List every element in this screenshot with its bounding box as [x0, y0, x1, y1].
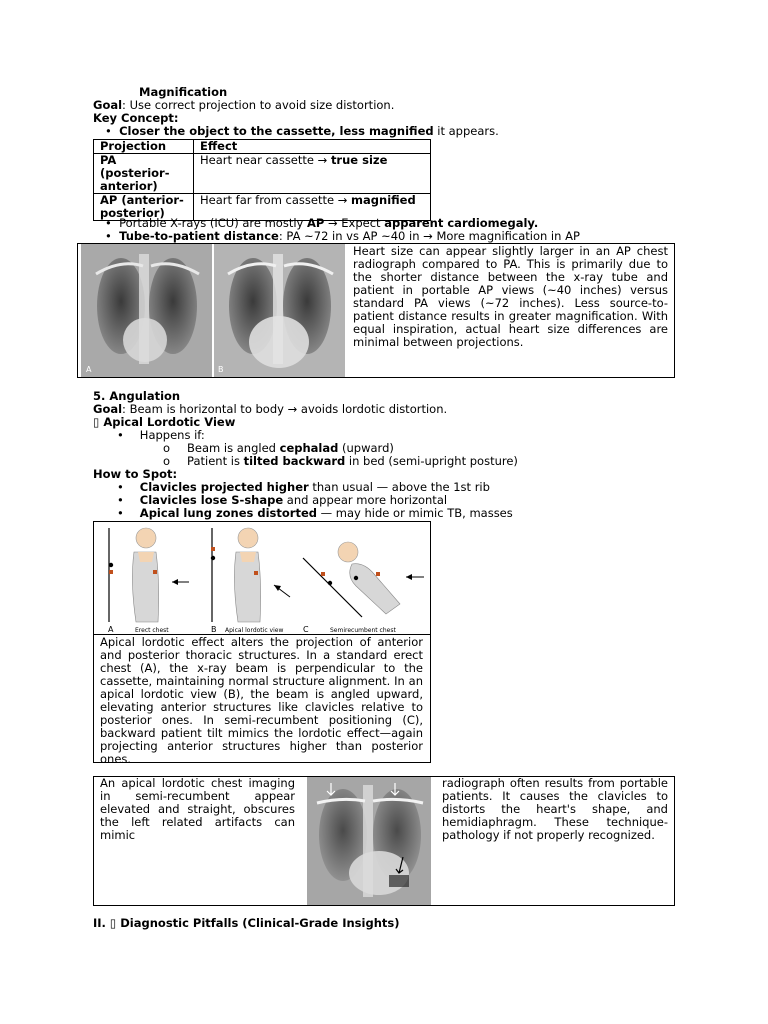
bullet-dot: • [117, 480, 124, 494]
effect-bold: true size [330, 153, 388, 167]
section-title-magnification: Magnification [139, 85, 228, 99]
lordotic-positions-diagram [94, 522, 430, 634]
panel-label-b: B [211, 625, 217, 634]
spot-bold: Clavicles projected higher [139, 480, 309, 494]
missing-glyph-icon: ▯ [93, 415, 100, 429]
panel-caption-c: Semirecumbent chest [330, 627, 396, 634]
goal-text: : Beam is horizontal to body → avoids lordotic distortion. [122, 402, 448, 416]
projection-effect-table [93, 139, 431, 221]
sub2-bold: tilted backward [243, 454, 346, 468]
apical-lordotic-title: Apical Lordotic View [103, 415, 236, 429]
semirecumbent-xray-box [93, 776, 675, 906]
table-header-projection: Projection [94, 140, 194, 154]
bullet-dot: • [105, 124, 112, 138]
sub1-bold: cephalad [279, 441, 339, 455]
table-cell-projection: PA (posterior-anterior) [94, 154, 194, 194]
goal-label: Goal [93, 402, 123, 416]
panel-caption-b: Apical lordotic view [225, 627, 284, 634]
bullet-dot: • [105, 229, 112, 243]
list-item [117, 507, 513, 520]
sub1-rest: (upward) [338, 441, 394, 455]
sub1-pre: Beam is angled [187, 441, 280, 455]
right-column-text: radiograph often results from portable patients. It causes the clavicles to distorts the heart's shape, and hemidiaphragm. These technique-pathology if not properly recognized. [442, 776, 668, 842]
table-row [94, 154, 431, 194]
sub-item-tilted [163, 455, 518, 468]
key-concept-label: Key Concept: [93, 111, 179, 125]
panel-label-c: C [303, 625, 309, 634]
table-cell-projection: AP (anterior-posterior) [94, 194, 194, 221]
table-header-effect: Effect [194, 140, 431, 154]
effect-bold: magnified [351, 193, 416, 207]
bullet-dot: • [117, 506, 124, 520]
semirecumbent-chest-xray-image [307, 777, 431, 905]
happens-label: Happens if: [139, 428, 205, 442]
spot-bold: Clavicles lose S-shape [139, 493, 284, 507]
bullet1-bold: Closer the object to the cassette, less magnified [119, 124, 434, 138]
sub-bullet-o: o [163, 441, 171, 455]
spot-bold: Apical lung zones distorted [139, 506, 317, 520]
sub-bullet-o: o [163, 454, 171, 468]
effect-text: Heart far from cassette → [200, 193, 352, 207]
goal-text: : Use correct projection to avoid size distortion. [122, 98, 395, 112]
xray-label-b: B [218, 365, 224, 374]
table-header-row [94, 140, 431, 154]
bullet2-bold2: apparent cardiomegaly. [384, 216, 539, 230]
bullet-closer-object [105, 125, 499, 138]
how-to-spot-label: How to Spot: [93, 467, 178, 481]
xray-label-a: A [86, 365, 92, 374]
panel-label-a: A [108, 625, 114, 634]
bullet-dot: • [117, 428, 124, 442]
lordotic-figure-box [93, 521, 431, 766]
table-cell-effect [194, 154, 431, 194]
xray-explanation-paragraph: Heart size can appear slightly larger in an AP chest radiograph compared to PA. This is primarily due to the shorter distance between the x-ray tube and patient in portable AP views (~40 inches) versus standard PA views (~72 inches). Less source-to-patient distance results in greater magnification. With equal inspiration, actual heart size differences are minimal between projections. [353, 244, 668, 349]
bullet3-rest: : PA ~72 in vs AP ~40 in → More magnification in AP [278, 229, 580, 243]
section-title-diagnostic-pitfalls: II. ▯ Diagnostic Pitfalls (Clinical-Grade Insights) [93, 916, 400, 930]
chest-xray-pa-ap-image [81, 244, 345, 377]
xray-comparison-box [77, 243, 675, 378]
bullet-dot: • [117, 493, 124, 507]
sub2-pre: Patient is [187, 454, 244, 468]
bullet-tube-distance [105, 230, 580, 243]
left-column-text: An apical lordotic chest imaging in semi-recumbent appear elevated and straight, obscures the left related artifacts can mimic [100, 776, 295, 842]
bullet2-bold1: AP [306, 216, 325, 230]
bullet1-rest: it appears. [433, 124, 499, 138]
spot-rest: — may hide or mimic TB, masses [317, 506, 513, 520]
spot-rest: than usual — above the 1st rib [308, 480, 490, 494]
bullet-dot: • [105, 216, 112, 230]
spot-rest: and appear more horizontal [283, 493, 448, 507]
panel-caption-a: Erect chest [135, 627, 169, 634]
lordotic-explanation-paragraph: Apical lordotic effect alters the projection of anterior and posterior thoracic structures. In a standard erect chest (A), the x-ray beam is perpendicular to the cassette, maintaining normal structure alignment. In an apical lordotic view (B), the beam is angled upward, elevating anterior structures like clavicles relative to posterior ones. In semi-recumbent positioning (C), backward patient tilt mimics the lordotic effect—again projecting anterior structures higher than posterior ones. [100, 635, 423, 766]
effect-text: Heart near cassette → [200, 153, 331, 167]
bullet2-mid: → Expect [324, 216, 385, 230]
bullet3-bold: Tube-to-patient distance [119, 229, 279, 243]
sub2-rest: in bed (semi-upright posture) [345, 454, 518, 468]
section-title-angulation: 5. Angulation [93, 389, 181, 403]
goal-label: Goal [93, 98, 123, 112]
bullet2-pre: Portable X-rays (ICU) are mostly [119, 216, 307, 230]
